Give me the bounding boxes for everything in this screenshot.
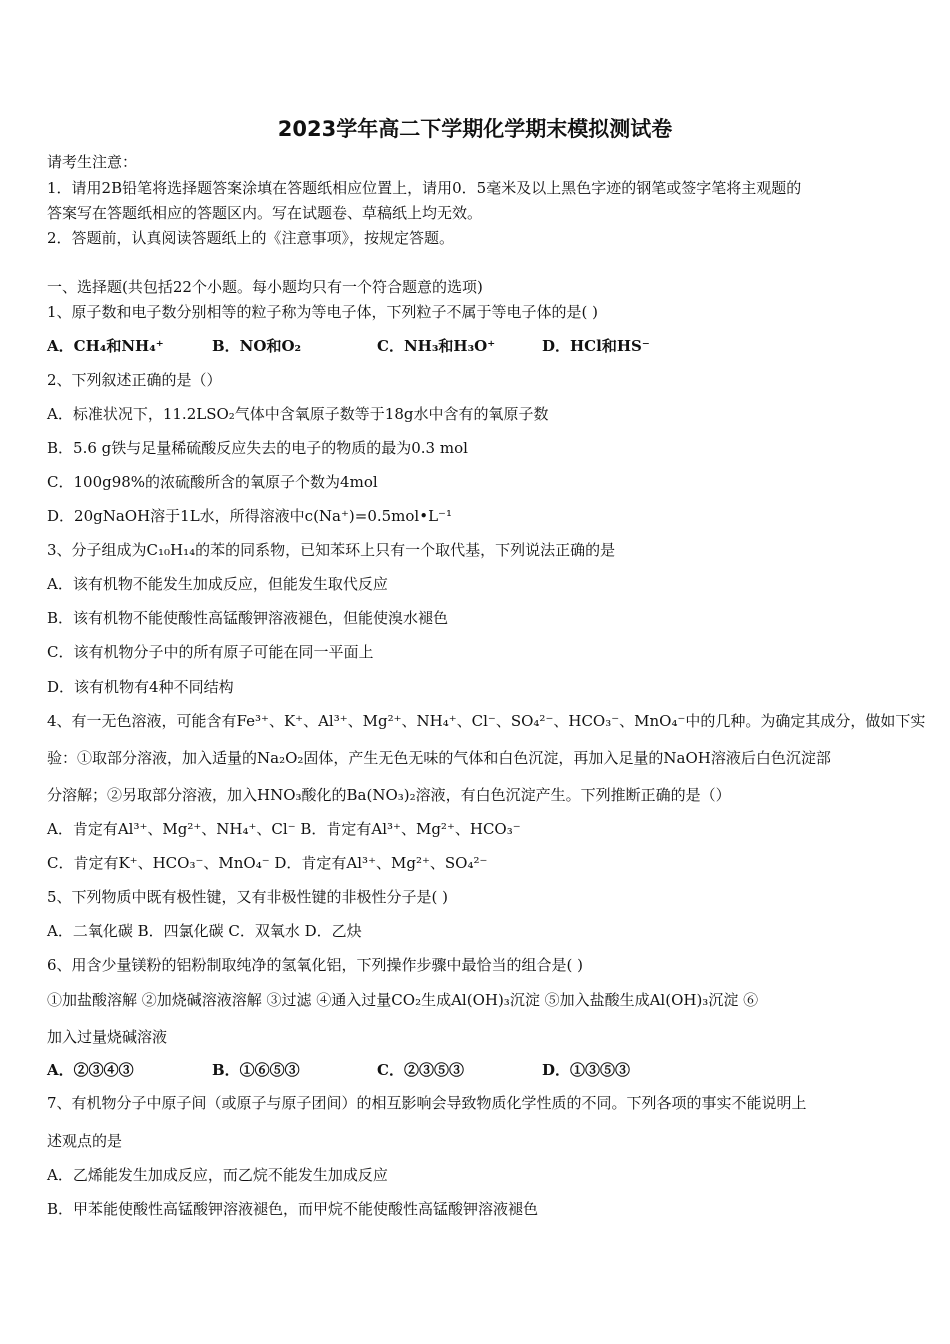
q5-stem: 5、下列物质中既有极性键，又有非极性键的非极性分子是( ) xyxy=(47,888,449,906)
q3-option-c: C．该有机物分子中的所有原子可能在同一平面上 xyxy=(47,643,374,661)
q6-steps-1: ①加盐酸溶解 ②加烧碱溶液溶解 ③过滤 ④通入过量CO₂生成Al(OH)₃沉淀 ⑤加入盐酸生成Al(OH)₃沉淀 ⑥ xyxy=(47,991,759,1009)
notice-line-1a: 1．请用2B铅笔将选择题答案涂填在答题纸相应位置上，请用0．5毫米及以上黑色字迹的钢笔或签字笔将主观题的 xyxy=(47,179,802,197)
q7-option-a: A．乙烯能发生加成反应，而乙烷不能发生加成反应 xyxy=(47,1166,388,1184)
q4-stem-2: 验：①取部分溶液，加入适量的Na₂O₂固体，产生无色无味的气体和白色沉淀，再加入足量的NaOH溶液后白色沉淀部 xyxy=(47,749,831,767)
q5-options: A．二氧化碳 B．四氯化碳 C．双氧水 D．乙炔 xyxy=(47,922,362,940)
q2-option-c: C．100g98%的浓硫酸所含的氧原子个数为4mol xyxy=(47,473,378,491)
q4-stem-1: 4、有一无色溶液，可能含有Fe³⁺、K⁺、Al³⁺、Mg²⁺、NH₄⁺、Cl⁻、SO₄²⁻、HCO₃⁻、MnO₄⁻中的几种。为确定其成分，做如下实 xyxy=(47,712,926,730)
q6-steps-2: 加入过量烧碱溶液 xyxy=(47,1028,168,1046)
q6-option-c: C．②③⑤③ xyxy=(377,1061,464,1079)
page-title: 2023学年高二下学期化学期末模拟测试卷 xyxy=(277,117,673,141)
q7-stem-2: 述观点的是 xyxy=(47,1132,123,1150)
q2-stem: 2、下列叙述正确的是（） xyxy=(47,371,222,389)
q4-options-cd: C．肯定有K⁺、HCO₃⁻、MnO₄⁻ D．肯定有Al³⁺、Mg²⁺、SO₄²⁻ xyxy=(47,854,488,872)
notice-line-2: 2．答题前，认真阅读答题纸上的《注意事项》，按规定答题。 xyxy=(47,229,455,247)
q6-option-d: D．①③⑤③ xyxy=(542,1061,631,1079)
q3-option-a: A．该有机物不能发生加成反应，但能发生取代反应 xyxy=(47,575,388,593)
q7-stem-1: 7、有机物分子中原子间（或原子与原子团间）的相互影响会导致物质化学性质的不同。下列各项的事实不能说明上 xyxy=(47,1094,807,1112)
q1-option-d: D．HCl和HS⁻ xyxy=(542,337,650,355)
notice-line-1b: 答案写在答题纸相应的答题区内。写在试题卷、草稿纸上均无效。 xyxy=(47,204,483,222)
q6-stem: 6、用含少量镁粉的铝粉制取纯净的氢氧化铝，下列操作步骤中最恰当的组合是( ) xyxy=(47,956,584,974)
q6-options xyxy=(47,1060,907,1080)
q6-option-a: A．②③④③ xyxy=(47,1061,134,1079)
q2-option-a: A．标准状况下，11.2LSO₂气体中含氧原子数等于18g水中含有的氧原子数 xyxy=(47,405,549,423)
q1-option-a: A．CH₄和NH₄⁺ xyxy=(47,337,164,355)
q7-option-b: B．甲苯能使酸性高锰酸钾溶液褪色，而甲烷不能使酸性高锰酸钾溶液褪色 xyxy=(47,1200,539,1218)
section-heading: 一、选择题(共包括22个小题。每小题均只有一个符合题意的选项) xyxy=(47,278,483,296)
notice-heading: 请考生注意： xyxy=(47,153,138,171)
q3-stem: 3、分子组成为C₁₀H₁₄的苯的同系物，已知苯环上只有一个取代基，下列说法正确的是 xyxy=(47,541,616,559)
q2-option-d: D．20gNaOH溶于1L水，所得溶液中c(Na⁺)=0.5mol•L⁻¹ xyxy=(47,507,452,525)
q4-options-ab: A．肯定有Al³⁺、Mg²⁺、NH₄⁺、Cl⁻ B．肯定有Al³⁺、Mg²⁺、HCO₃⁻ xyxy=(47,820,521,838)
q3-option-d: D．该有机物有4种不同结构 xyxy=(47,678,234,696)
q1-options xyxy=(47,336,907,356)
q1-option-c: C．NH₃和H₃O⁺ xyxy=(377,337,496,355)
q2-option-b: B．5.6 g铁与足量稀硫酸反应失去的电子的物质的最为0.3 mol xyxy=(47,439,468,457)
q6-option-b: B．①⑥⑤③ xyxy=(212,1061,300,1079)
q4-stem-3: 分溶解；②另取部分溶液，加入HNO₃酸化的Ba(NO₃)₂溶液，有白色沉淀产生。下列推断正确的是（） xyxy=(47,786,731,804)
q3-option-b: B．该有机物不能使酸性高锰酸钾溶液褪色，但能使溴水褪色 xyxy=(47,609,449,627)
q1-stem: 1、原子数和电子数分别相等的粒子称为等电子体，下列粒子不属于等电子体的是( ) xyxy=(47,303,599,321)
q1-option-b: B．NO和O₂ xyxy=(212,337,302,355)
